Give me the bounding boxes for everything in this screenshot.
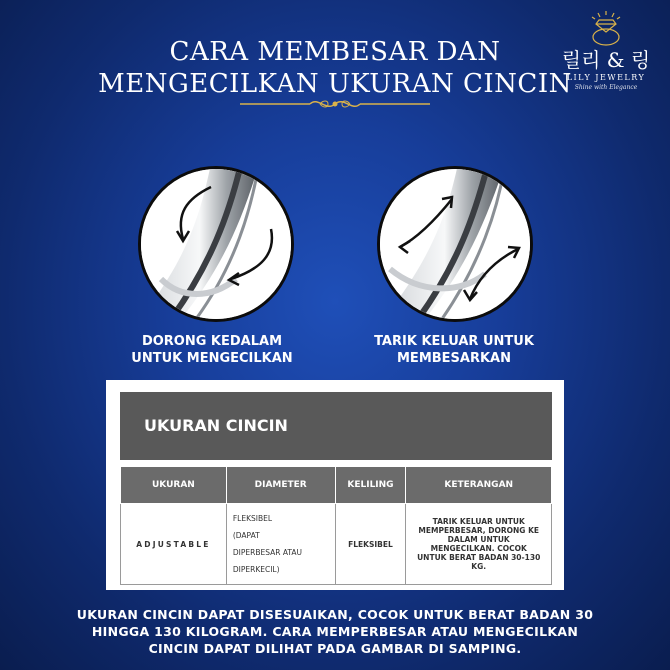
footer-line-3: CINCIN DAPAT DILIHAT PADA GAMBAR DI SAMPING. [148,641,522,656]
size-table [120,466,552,585]
caption-line: MEMBESARKAN [397,351,511,366]
curved-arrow-icons [380,169,530,319]
column-header-keterangan: KETERANGAN [406,467,552,504]
caption-line: TARIK KELUAR UNTUK [374,334,534,349]
brand-logo [552,10,660,110]
cell-line: FLEKSIBEL [232,514,273,523]
cell-diameter [226,504,335,585]
footer-line-2: HINGGA 130 KILOGRAM. CARA MEMPERBESAR ATAU MENGECILKAN [91,624,579,639]
cell-line: KG. [471,562,487,571]
cell-line: MEMPERBESAR, DORONG KE [418,526,540,535]
cell-line: DALAM UNTUK [447,535,510,544]
size-table-panel [106,380,564,590]
cell-line: DIPERKECIL) [232,565,280,574]
ring-illustration-push-in [138,166,294,322]
cell-line: TARIK KELUAR UNTUK [432,517,525,526]
brand-name: LILY JEWELRY [566,73,646,82]
footer-description [0,606,670,657]
push-in-caption [106,333,318,367]
curved-arrow-icons [141,169,291,319]
size-table-heading: UKURAN CINCIN [120,392,552,460]
cell-line: DIPERBESAR ATAU [232,548,302,557]
table-row [121,504,552,585]
cell-line: (DAPAT [232,531,260,540]
cell-keterangan [406,504,552,585]
table-header-row [121,467,552,504]
column-header-ukuran: UKURAN [121,467,227,504]
ring-illustration-pull-out [377,166,533,322]
title-line-1: CARA MEMBESAR DAN [169,37,501,67]
caption-line: DORONG KEDALAM [141,334,283,349]
cell-keliling: FLEKSIBEL [335,504,406,585]
gold-ornament-divider [240,96,430,112]
column-header-diameter: DIAMETER [226,467,335,504]
column-header-keliling: KELILING [335,467,406,504]
diamond-ring-icon [582,10,630,46]
brand-tagline: Shine with Elegance [574,84,638,91]
pull-out-caption [352,333,556,367]
cell-line: UNTUK BERAT BADAN 30-130 [417,553,541,562]
brand-korean-name: 릴리 & 링 [561,48,651,72]
cell-line: MENGECILKAN. COCOK [430,544,527,553]
title-line-2: MENGECILKAN UKURAN CINCIN [98,69,572,99]
cell-ukuran: ADJUSTABLE [121,504,227,585]
footer-line-1: UKURAN CINCIN DAPAT DISESUAIKAN, COCOK UNTUK BERAT BADAN 30 [76,607,594,622]
caption-line: UNTUK MENGECILKAN [131,351,293,366]
